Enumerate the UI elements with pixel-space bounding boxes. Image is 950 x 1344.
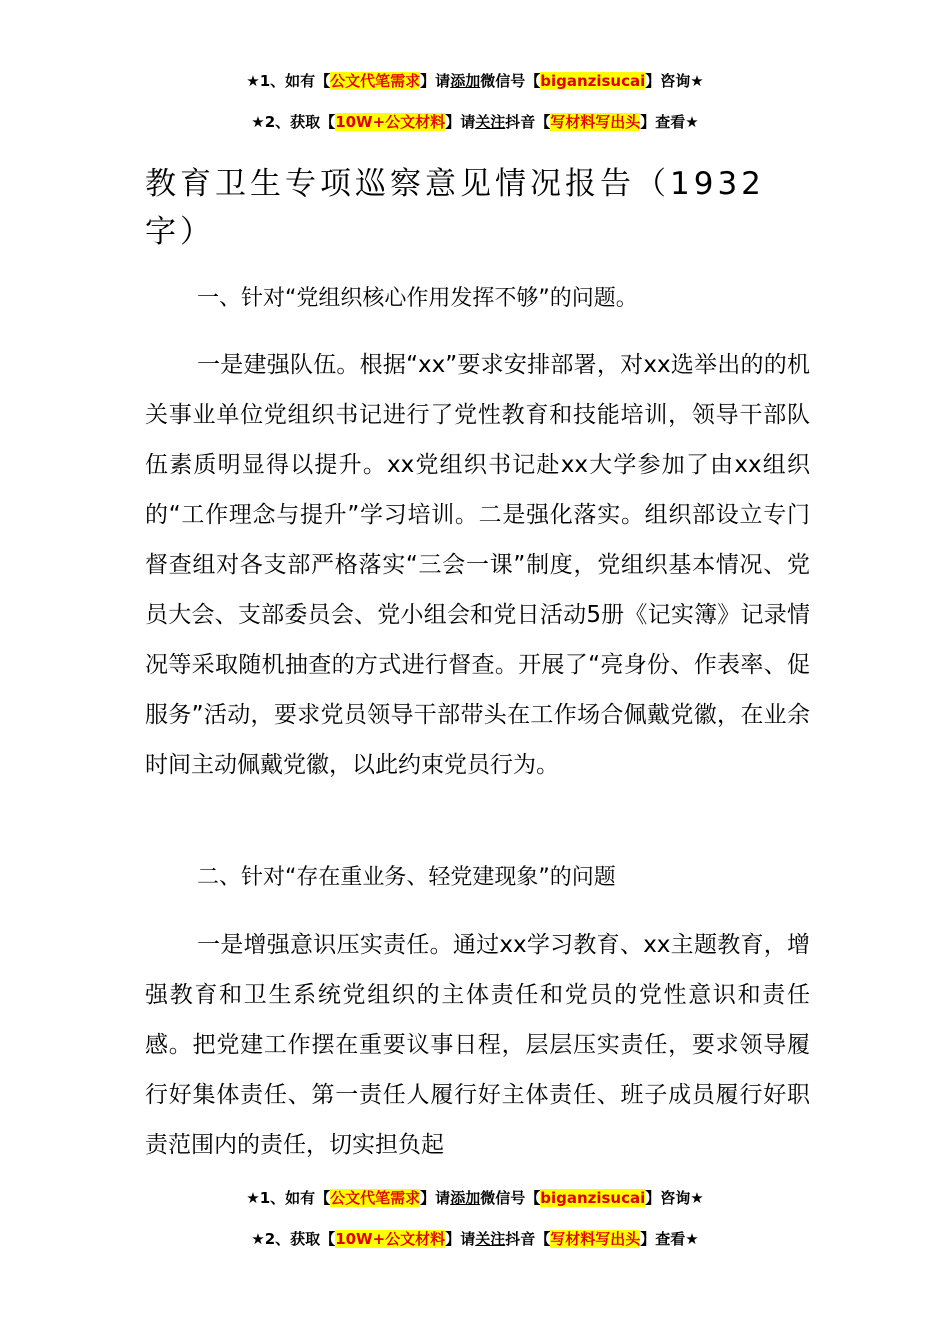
banner-text: 】查看★: [640, 1230, 699, 1248]
banner-text: 抖音【: [505, 1230, 551, 1248]
highlight-douyin-id: 写材料写出头: [550, 113, 641, 131]
banner-text: ★2、获取【: [251, 1230, 336, 1248]
underlined-text: 添加: [450, 72, 481, 90]
highlight-service: 公文代笔需求: [330, 72, 421, 90]
highlight-douyin-id: 写材料写出头: [550, 1230, 641, 1248]
highlight-materials: 10W+公文材料: [335, 113, 446, 131]
bottom-banner-line-2: [0, 1229, 950, 1249]
body-paragraph: 一是建强队伍。根据“xx”要求安排部署，对xx选举出的的机关事业单位党组织书记进行了党性教育和技能培训，领导干部队伍素质明显得以提升。xx党组织书记赴xx大学参加了由xx组织的“工作理念与提升”学习培训。二是强化落实。组织部设立专门督查组对各支部严格落实“三会一课”制度，党组织基本情况、党员大会、支部委员会、党小组会和党日活动5册《记实簿》记录情况等采取随机抽查的方式进行督查。开展了“亮身份、作表率、促服务”活动，要求党员领导干部带头在工作场合佩戴党徽，在业余时间主动佩戴党徽，以此约束党员行为。: [145, 352, 810, 778]
highlight-service: 公文代笔需求: [330, 1189, 421, 1207]
banner-text: 抖音【: [505, 113, 551, 131]
body-paragraph: 一是增强意识压实责任。通过xx学习教育、xx主题教育，增强教育和卫生系统党组织的主体责任和党员的党性意识和责任感。把党建工作摆在重要议事日程，层层压实责任，要求领导履行好集体责任、第一责任人履行好主体责任、班子成员履行好职责范围内的责任，切实担负起: [145, 932, 810, 1158]
banner-text: ★2、获取【: [251, 113, 336, 131]
highlight-materials: 10W+公文材料: [335, 1230, 446, 1248]
banner-text: 】请: [420, 72, 451, 90]
section-heading: 一、针对“党组织核心作用发挥不够”的问题。: [197, 286, 638, 311]
banner-text: 微信号【: [480, 1189, 541, 1207]
banner-text: 】查看★: [640, 113, 699, 131]
banner-text: 微信号【: [480, 72, 541, 90]
section-heading: 二、针对“存在重业务、轻党建现象”的问题: [197, 865, 616, 890]
bottom-banner-line-1: [0, 1188, 950, 1208]
banner-text: 】咨询★: [645, 72, 704, 90]
highlight-wechat-id: biganzisucai: [540, 72, 646, 90]
banner-text: 】请: [445, 1230, 476, 1248]
banner-text: 】请: [420, 1189, 451, 1207]
top-banner-line-1: [0, 71, 950, 91]
document-title: 教育卫生专项巡察意见情况报告（1932字）: [145, 166, 765, 250]
underlined-text: 添加: [450, 1189, 481, 1207]
banner-text: 】请: [445, 113, 476, 131]
highlight-wechat-id: biganzisucai: [540, 1189, 646, 1207]
underlined-text: 关注: [475, 113, 506, 131]
banner-text: ★1、如有【: [246, 1189, 331, 1207]
banner-text: 】咨询★: [645, 1189, 704, 1207]
top-banner-line-2: [0, 112, 950, 132]
banner-text: ★1、如有【: [246, 72, 331, 90]
underlined-text: 关注: [475, 1230, 506, 1248]
